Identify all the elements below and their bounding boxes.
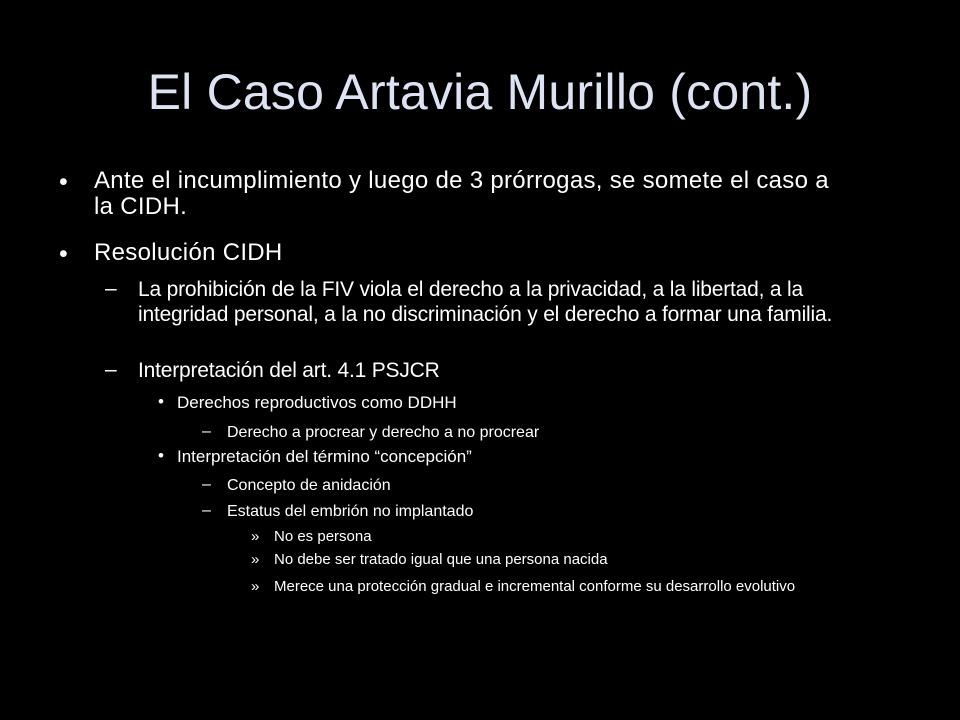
sub-bullet-text: Interpretación del término “concepción” bbox=[177, 447, 472, 466]
sub-dash-text: Concepto de anidación bbox=[227, 477, 391, 494]
dash-text: Interpretación del art. 4.1 PSJCR bbox=[138, 359, 440, 382]
bullet-text: Resolución CIDH bbox=[94, 239, 283, 266]
sub-bullet-marker: • bbox=[158, 446, 164, 465]
raquo-marker: » bbox=[251, 551, 260, 568]
sub-dash-marker: – bbox=[202, 502, 211, 519]
dash-marker: – bbox=[105, 358, 117, 381]
slide-title: El Caso Artavia Murillo (cont.) bbox=[147, 64, 813, 120]
sub-dash-marker: – bbox=[202, 476, 211, 493]
raquo-text: No es persona bbox=[274, 528, 372, 545]
raquo-text: Merece una protección gradual e incremental conforme su desarrollo evolutivo bbox=[274, 578, 796, 595]
dash-text: La prohibición de la FIV viola el derecho a la privacidad, a la libertad, a la integridad personal, a la no discriminación y el derecho a formar una familia. bbox=[138, 278, 833, 326]
bullet-marker: • bbox=[59, 168, 68, 196]
sub-bullet-marker: • bbox=[158, 392, 164, 411]
raquo-marker: » bbox=[251, 578, 260, 595]
sub-dash-text: Estatus del embrión no implantado bbox=[227, 503, 474, 520]
dash-marker: – bbox=[105, 277, 117, 300]
raquo-marker: » bbox=[251, 528, 260, 545]
sub-dash-marker: – bbox=[202, 423, 211, 440]
bullet-marker: • bbox=[59, 240, 68, 268]
sub-dash-text: Derecho a procrear y derecho a no procrear bbox=[227, 424, 540, 441]
sub-bullet-text: Derechos reproductivos como DDHH bbox=[177, 393, 457, 412]
raquo-text: No debe ser tratado igual que una persona nacida bbox=[274, 551, 608, 568]
bullet-text: Ante el incumplimiento y luego de 3 prórrogas, se somete el caso a la CIDH. bbox=[94, 167, 829, 220]
